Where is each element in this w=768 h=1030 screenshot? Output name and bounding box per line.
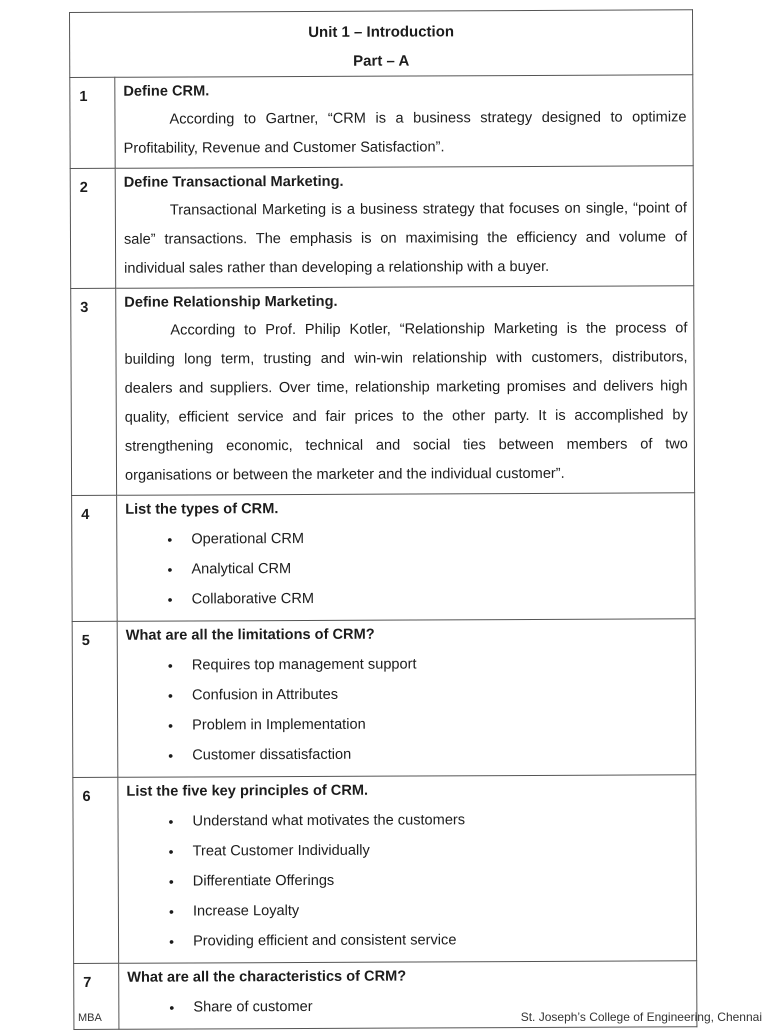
question-row <box>71 286 695 496</box>
list-item <box>169 924 696 956</box>
question-row <box>70 75 693 169</box>
list-item-text: Treat Customer Individually <box>193 843 370 860</box>
question-number: 6 <box>73 777 119 963</box>
bullet-icon: • <box>168 741 173 771</box>
bullet-icon: • <box>168 711 173 741</box>
list-item <box>168 804 695 836</box>
part-title: Part – A <box>70 45 692 77</box>
question-number: 5 <box>72 621 118 777</box>
list-item <box>167 522 694 554</box>
list-item <box>167 552 694 584</box>
question-sheet <box>69 9 696 1030</box>
question-text: List the five key principles of CRM. <box>118 775 695 803</box>
list-item-text: Customer dissatisfaction <box>192 747 351 764</box>
table-header-cell <box>70 10 693 78</box>
list-item-text: Share of customer <box>193 999 312 1016</box>
footer-institution: St. Joseph’s College of Engineering, Chennai <box>521 1010 762 1024</box>
questions-table <box>69 9 697 1030</box>
unit-title: Unit 1 – Introduction <box>70 16 692 48</box>
question-number: 2 <box>70 168 116 288</box>
answer-text: According to Prof. Philip Kotler, “Relationship Marketing is the process of building long term, trusting and win-win relationship with customers, distributors, dealers and suppliers. Over time, relationship marketing promises and delivers high quality, efficient service and fair prices to the other party. It is accomplished by strengthening economic, technical and social ties between members of two organisations or between the marketer and the individual customer”. <box>124 320 687 483</box>
question-body <box>115 75 693 169</box>
list-item-text: Confusion in Attributes <box>192 687 338 704</box>
list-item <box>168 648 695 680</box>
bullet-icon: • <box>168 807 173 837</box>
list-item-text: Collaborative CRM <box>192 591 315 608</box>
question-text: What are all the characteristics of CRM? <box>119 961 696 989</box>
question-row <box>70 166 694 289</box>
list-item <box>169 864 696 896</box>
question-number: 7 <box>74 963 119 1029</box>
list-item <box>168 738 695 770</box>
bullet-icon: • <box>169 837 174 867</box>
question-text: What are all the limitations of CRM? <box>118 619 695 647</box>
answer-paragraph <box>116 311 694 495</box>
bullet-icon: • <box>169 993 174 1023</box>
bullet-icon: • <box>168 681 173 711</box>
answer-bullet-list <box>118 800 696 963</box>
bullet-icon: • <box>169 927 174 957</box>
bullet-icon: • <box>169 867 174 897</box>
footer-program: MBA <box>78 1012 102 1024</box>
list-item <box>168 678 695 710</box>
bullet-icon: • <box>167 555 172 585</box>
answer-text: Transactional Marketing is a business strategy that focuses on single, “point of sale” transactions. The emphasis is on maximising the efficiency and volume of individual sales rather than developing a relationship with a buyer. <box>124 200 687 276</box>
question-body <box>118 775 697 964</box>
answer-paragraph <box>116 191 693 288</box>
list-item-text: Providing efficient and consistent service <box>193 932 456 949</box>
question-text: Define Relationship Marketing. <box>116 286 693 314</box>
list-item-text: Differentiate Offerings <box>193 873 334 890</box>
answer-bullet-list <box>117 518 694 621</box>
question-body <box>117 619 696 778</box>
bullet-icon: • <box>167 585 172 615</box>
list-item <box>168 708 695 740</box>
question-row <box>72 619 696 778</box>
bullet-icon: • <box>169 897 174 927</box>
question-body <box>115 166 694 289</box>
question-number: 4 <box>72 495 118 621</box>
table-header-row <box>70 10 693 78</box>
bullet-icon: • <box>167 525 172 555</box>
bullet-icon: • <box>168 651 173 681</box>
answer-text: According to Gartner, “CRM is a business strategy designed to optimize Profitability, Revenue and Customer Satisfaction”. <box>124 109 687 156</box>
question-row <box>72 493 696 622</box>
list-item-text: Increase Loyalty <box>193 903 299 919</box>
answer-paragraph <box>115 100 692 168</box>
list-item-text: Understand what motivates the customers <box>192 812 465 829</box>
list-item-text: Problem in Implementation <box>192 717 366 734</box>
question-text: Define Transactional Marketing. <box>116 166 693 194</box>
list-item-text: Operational CRM <box>191 531 304 547</box>
list-item <box>169 894 696 926</box>
question-text: List the types of CRM. <box>117 493 694 521</box>
question-number: 3 <box>71 288 117 495</box>
question-body <box>117 493 696 622</box>
answer-bullet-list <box>118 644 696 777</box>
list-item <box>169 834 696 866</box>
list-item <box>167 582 694 614</box>
question-text: Define CRM. <box>115 75 692 103</box>
list-item-text: Analytical CRM <box>191 561 291 577</box>
question-row <box>73 775 697 964</box>
question-body <box>116 286 695 496</box>
list-item-text: Requires top management support <box>192 656 417 673</box>
question-number: 1 <box>70 77 115 168</box>
